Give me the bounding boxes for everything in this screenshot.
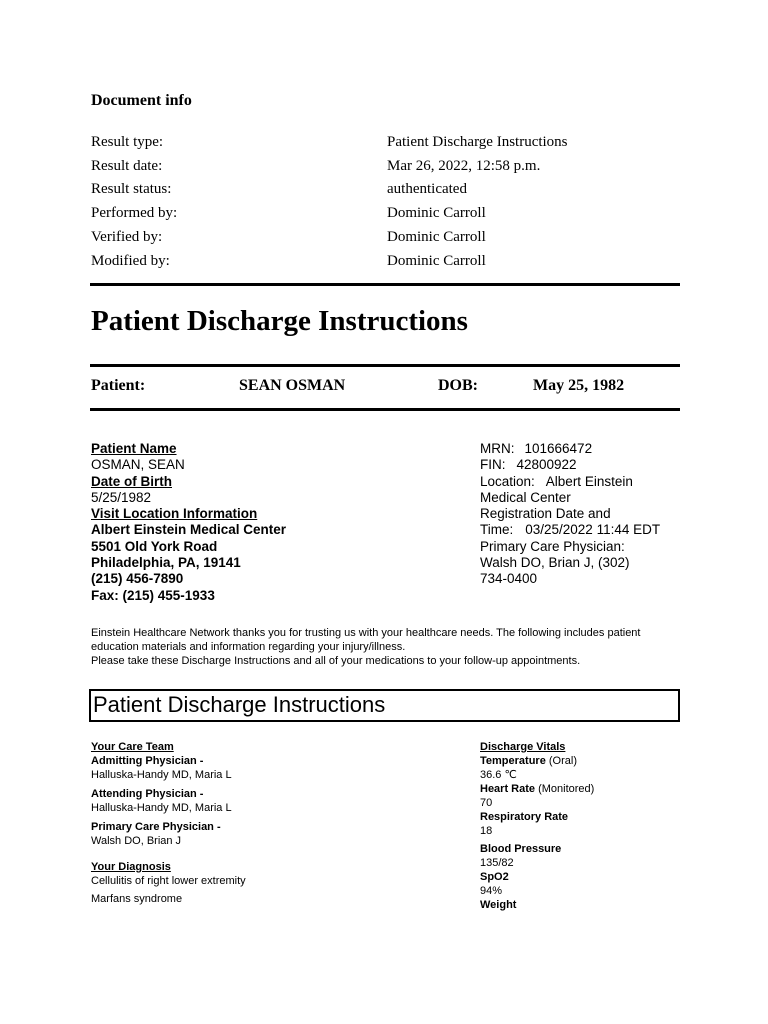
primary-care-value: Walsh DO, Brian J, (302) [480,555,630,571]
patient-label: Patient: [91,377,146,394]
primary-care-value-cont: 734-0400 [480,571,538,587]
verified-by-value: Dominic Carroll [387,229,486,245]
blood-pressure-value: 135/82 [480,857,514,869]
diagnosis-item: Cellulitis of right lower extremity [91,875,246,887]
facility-address-line1: 5501 Old York Road [91,538,218,554]
patient-name-heading: Patient Name [91,441,177,456]
page-title: Patient Discharge Instructions [91,305,468,337]
modified-by-row [91,253,679,273]
registration-details [480,441,680,588]
location-value: Albert Einstein [545,473,633,489]
location-value-cont: Medical Center [480,489,571,505]
patient-name: SEAN OSMAN [239,377,346,394]
heart-rate-note: (Monitored) [535,783,595,795]
modified-by-label: Modified by: [91,253,170,269]
dob-label: DOB: [438,377,478,394]
heart-rate-value: 70 [480,797,493,809]
admitting-physician-label: Admitting Physician - [91,755,204,767]
performed-by-value: Dominic Carroll [387,205,486,221]
registration-label: Registration Date and [480,506,611,522]
heart-rate-line [480,782,680,796]
patient-details [91,441,421,604]
diagnosis-section [91,860,421,906]
section-title: Patient Discharge Instructions [93,692,386,717]
facility-address-line2: Philadelphia, PA, 19141 [91,555,241,571]
result-type-value: Patient Discharge Instructions [387,134,568,150]
visit-location-heading: Visit Location Information [91,506,258,522]
primary-care-label: Primary Care Physician: [480,538,625,554]
patient-name-value: OSMAN, SEAN [91,457,185,473]
facility-fax: Fax: (215) 455-1933 [91,587,215,603]
result-type-row [91,134,679,154]
section-title-box [89,689,680,722]
performed-by-label: Performed by: [91,205,178,221]
dob-value: May 25, 1982 [533,377,625,394]
weight-label: Weight [480,899,517,911]
date-of-birth-value: 5/25/1982 [91,489,152,505]
divider [90,283,680,286]
mrn-line [480,441,680,457]
facility-name: Albert Einstein Medical Center [91,522,287,538]
spo2-value: 94% [480,885,503,897]
mrn-value: 101666472 [524,441,593,456]
primary-care-physician-value: Walsh DO, Brian J [91,835,182,847]
document-info-heading: Document info [91,92,192,109]
mrn-label: MRN: [480,441,515,456]
diagnosis-heading: Your Diagnosis [91,861,171,873]
intro-line: Please take these Discharge Instructions and all of your medications to your follow-up appointments. [91,655,581,667]
temperature-note: (Oral) [545,755,577,767]
care-team-section [91,740,421,848]
primary-care-physician-label: Primary Care Physician - [91,821,221,833]
registration-label-cont: Time: [480,522,514,538]
fin-line [480,457,680,473]
location-label: Location: [480,473,535,489]
attending-physician-label: Attending Physician - [91,788,204,800]
facility-phone: (215) 456-7890 [91,571,184,587]
result-date-row [91,158,679,178]
modified-by-value: Dominic Carroll [387,253,486,269]
respiratory-rate-value: 18 [480,825,493,837]
spo2-label: SpO2 [480,871,509,883]
respiratory-rate-label: Respiratory Rate [480,811,569,823]
temperature-line [480,754,680,768]
date-of-birth-heading: Date of Birth [91,473,172,489]
intro-line: Einstein Healthcare Network thanks you for trusting us with your healthcare needs. The following includes patient [91,627,641,639]
intro-line: education materials and information regarding your injury/illness. [91,641,406,653]
fin-value: 42800922 [516,457,577,473]
admitting-physician-value: Halluska-Handy MD, Maria L [91,769,232,781]
performed-by-row [91,205,679,225]
vitals-heading: Discharge Vitals [480,741,566,753]
diagnosis-item: Marfans syndrome [91,893,183,905]
intro-text [91,626,681,668]
divider [90,408,680,411]
vitals-section [480,740,680,912]
result-status-label: Result status: [91,181,172,197]
blood-pressure-label: Blood Pressure [480,843,562,855]
attending-physician-value: Halluska-Handy MD, Maria L [91,802,232,814]
result-date-value: Mar 26, 2022, 12:58 p.m. [387,158,541,174]
result-date-label: Result date: [91,158,163,174]
verified-by-row [91,229,679,249]
care-team-heading: Your Care Team [91,741,174,753]
temperature-value: 36.6 ℃ [480,769,517,781]
result-status-row [91,181,679,201]
registration-value: 03/25/2022 11:44 EDT [525,522,661,538]
verified-by-label: Verified by: [91,229,163,245]
temperature-label: Temperature [480,755,546,767]
heart-rate-label: Heart Rate [480,783,536,795]
registration-line [480,522,680,538]
location-line [480,474,680,490]
fin-label: FIN: [480,457,506,473]
divider [90,364,680,367]
result-status-value: authenticated [387,181,467,197]
result-type-label: Result type: [91,134,164,150]
